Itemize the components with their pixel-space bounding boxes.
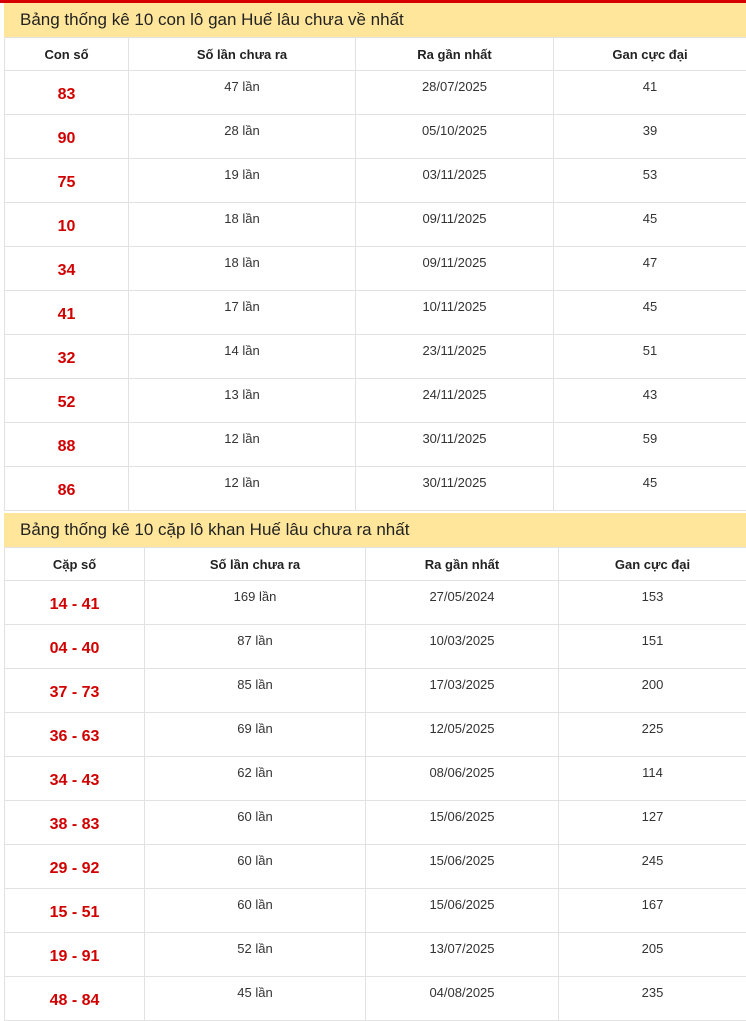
- table-row: [5, 977, 746, 1021]
- cell-times-not-drawn: 18 lần: [129, 203, 356, 247]
- cell-last-drawn-date: 13/07/2025: [366, 933, 559, 977]
- cell-max-gan: 153: [559, 581, 746, 625]
- cell-last-drawn-date: 15/06/2025: [366, 845, 559, 889]
- table-row: [5, 159, 746, 203]
- cell-max-gan: 200: [559, 669, 746, 713]
- table-row: [5, 669, 746, 713]
- cell-times-not-drawn: 169 lần: [145, 581, 366, 625]
- cell-max-gan: 45: [554, 291, 746, 335]
- cell-last-drawn-date: 30/11/2025: [356, 467, 554, 511]
- cell-max-gan: 45: [554, 467, 746, 511]
- cell-number: 19 - 91: [5, 933, 145, 977]
- cell-number: 90: [5, 115, 129, 159]
- table-row: [5, 115, 746, 159]
- cell-last-drawn-date: 28/07/2025: [356, 71, 554, 115]
- cell-number: 34: [5, 247, 129, 291]
- cell-times-not-drawn: 13 lần: [129, 379, 356, 423]
- cell-last-drawn-date: 10/03/2025: [366, 625, 559, 669]
- cell-max-gan: 43: [554, 379, 746, 423]
- table-row: [5, 467, 746, 511]
- table-row: [5, 581, 746, 625]
- cell-number: 14 - 41: [5, 581, 145, 625]
- cell-times-not-drawn: 69 lần: [145, 713, 366, 757]
- lo-gan-table: [4, 37, 746, 511]
- cap-lo-khan-table: [4, 547, 746, 1021]
- cell-max-gan: 225: [559, 713, 746, 757]
- cell-last-drawn-date: 04/08/2025: [366, 977, 559, 1021]
- cell-number: 15 - 51: [5, 889, 145, 933]
- cell-number: 29 - 92: [5, 845, 145, 889]
- cell-times-not-drawn: 47 lần: [129, 71, 356, 115]
- column-header-max-gan: Gan cực đại: [554, 38, 746, 71]
- cell-number: 75: [5, 159, 129, 203]
- cell-last-drawn-date: 24/11/2025: [356, 379, 554, 423]
- cell-number: 32: [5, 335, 129, 379]
- table-row: [5, 247, 746, 291]
- column-header-max-gan: Gan cực đại: [559, 548, 746, 581]
- cell-times-not-drawn: 45 lần: [145, 977, 366, 1021]
- cell-times-not-drawn: 19 lần: [129, 159, 356, 203]
- column-header-number: Con số: [5, 38, 129, 71]
- cell-max-gan: 45: [554, 203, 746, 247]
- table-row: [5, 423, 746, 467]
- cell-last-drawn-date: 05/10/2025: [356, 115, 554, 159]
- cell-last-drawn-date: 15/06/2025: [366, 889, 559, 933]
- table-row: [5, 71, 746, 115]
- cell-max-gan: 39: [554, 115, 746, 159]
- cell-times-not-drawn: 62 lần: [145, 757, 366, 801]
- cell-last-drawn-date: 15/06/2025: [366, 801, 559, 845]
- table-row: [5, 933, 746, 977]
- cell-times-not-drawn: 12 lần: [129, 467, 356, 511]
- cell-number: 86: [5, 467, 129, 511]
- cell-last-drawn-date: 09/11/2025: [356, 203, 554, 247]
- table-row: [5, 203, 746, 247]
- table-row: [5, 757, 746, 801]
- cell-last-drawn-date: 10/11/2025: [356, 291, 554, 335]
- lo-gan-title: Bảng thống kê 10 con lô gan Huế lâu chưa về nhất: [4, 3, 746, 37]
- cell-max-gan: 53: [554, 159, 746, 203]
- cell-number: 52: [5, 379, 129, 423]
- cell-last-drawn-date: 12/05/2025: [366, 713, 559, 757]
- cell-times-not-drawn: 14 lần: [129, 335, 356, 379]
- cell-number: 83: [5, 71, 129, 115]
- cell-number: 41: [5, 291, 129, 335]
- column-header-times-not-drawn: Số lần chưa ra: [129, 38, 356, 71]
- table-row: [5, 379, 746, 423]
- cell-number: 34 - 43: [5, 757, 145, 801]
- cell-last-drawn-date: 09/11/2025: [356, 247, 554, 291]
- cell-times-not-drawn: 28 lần: [129, 115, 356, 159]
- column-header-number: Cặp số: [5, 548, 145, 581]
- table-row: [5, 713, 746, 757]
- cell-max-gan: 205: [559, 933, 746, 977]
- cell-last-drawn-date: 23/11/2025: [356, 335, 554, 379]
- table-row: [5, 335, 746, 379]
- cell-times-not-drawn: 12 lần: [129, 423, 356, 467]
- cell-number: 36 - 63: [5, 713, 145, 757]
- cell-max-gan: 167: [559, 889, 746, 933]
- cell-max-gan: 151: [559, 625, 746, 669]
- cell-max-gan: 59: [554, 423, 746, 467]
- cell-last-drawn-date: 08/06/2025: [366, 757, 559, 801]
- column-header-times-not-drawn: Số lần chưa ra: [145, 548, 366, 581]
- cell-number: 88: [5, 423, 129, 467]
- cell-times-not-drawn: 60 lần: [145, 845, 366, 889]
- column-header-last-drawn-date: Ra gần nhất: [356, 38, 554, 71]
- cell-times-not-drawn: 60 lần: [145, 889, 366, 933]
- cell-max-gan: 245: [559, 845, 746, 889]
- cell-number: 38 - 83: [5, 801, 145, 845]
- cell-max-gan: 47: [554, 247, 746, 291]
- cell-max-gan: 127: [559, 801, 746, 845]
- table-row: [5, 291, 746, 335]
- cell-last-drawn-date: 03/11/2025: [356, 159, 554, 203]
- table-row: [5, 801, 746, 845]
- cell-max-gan: 41: [554, 71, 746, 115]
- cell-times-not-drawn: 85 lần: [145, 669, 366, 713]
- cell-times-not-drawn: 17 lần: [129, 291, 356, 335]
- cell-times-not-drawn: 60 lần: [145, 801, 366, 845]
- table-row: [5, 889, 746, 933]
- column-header-last-drawn-date: Ra gần nhất: [366, 548, 559, 581]
- cell-last-drawn-date: 30/11/2025: [356, 423, 554, 467]
- cap-lo-khan-title: Bảng thống kê 10 cặp lô khan Huế lâu chưa ra nhất: [4, 513, 746, 547]
- cell-max-gan: 235: [559, 977, 746, 1021]
- cell-number: 10: [5, 203, 129, 247]
- cell-max-gan: 51: [554, 335, 746, 379]
- table-row: [5, 845, 746, 889]
- cell-last-drawn-date: 17/03/2025: [366, 669, 559, 713]
- cell-number: 04 - 40: [5, 625, 145, 669]
- cell-number: 48 - 84: [5, 977, 145, 1021]
- cell-number: 37 - 73: [5, 669, 145, 713]
- cell-times-not-drawn: 52 lần: [145, 933, 366, 977]
- cell-times-not-drawn: 87 lần: [145, 625, 366, 669]
- cell-times-not-drawn: 18 lần: [129, 247, 356, 291]
- cell-max-gan: 114: [559, 757, 746, 801]
- table-row: [5, 625, 746, 669]
- cell-last-drawn-date: 27/05/2024: [366, 581, 559, 625]
